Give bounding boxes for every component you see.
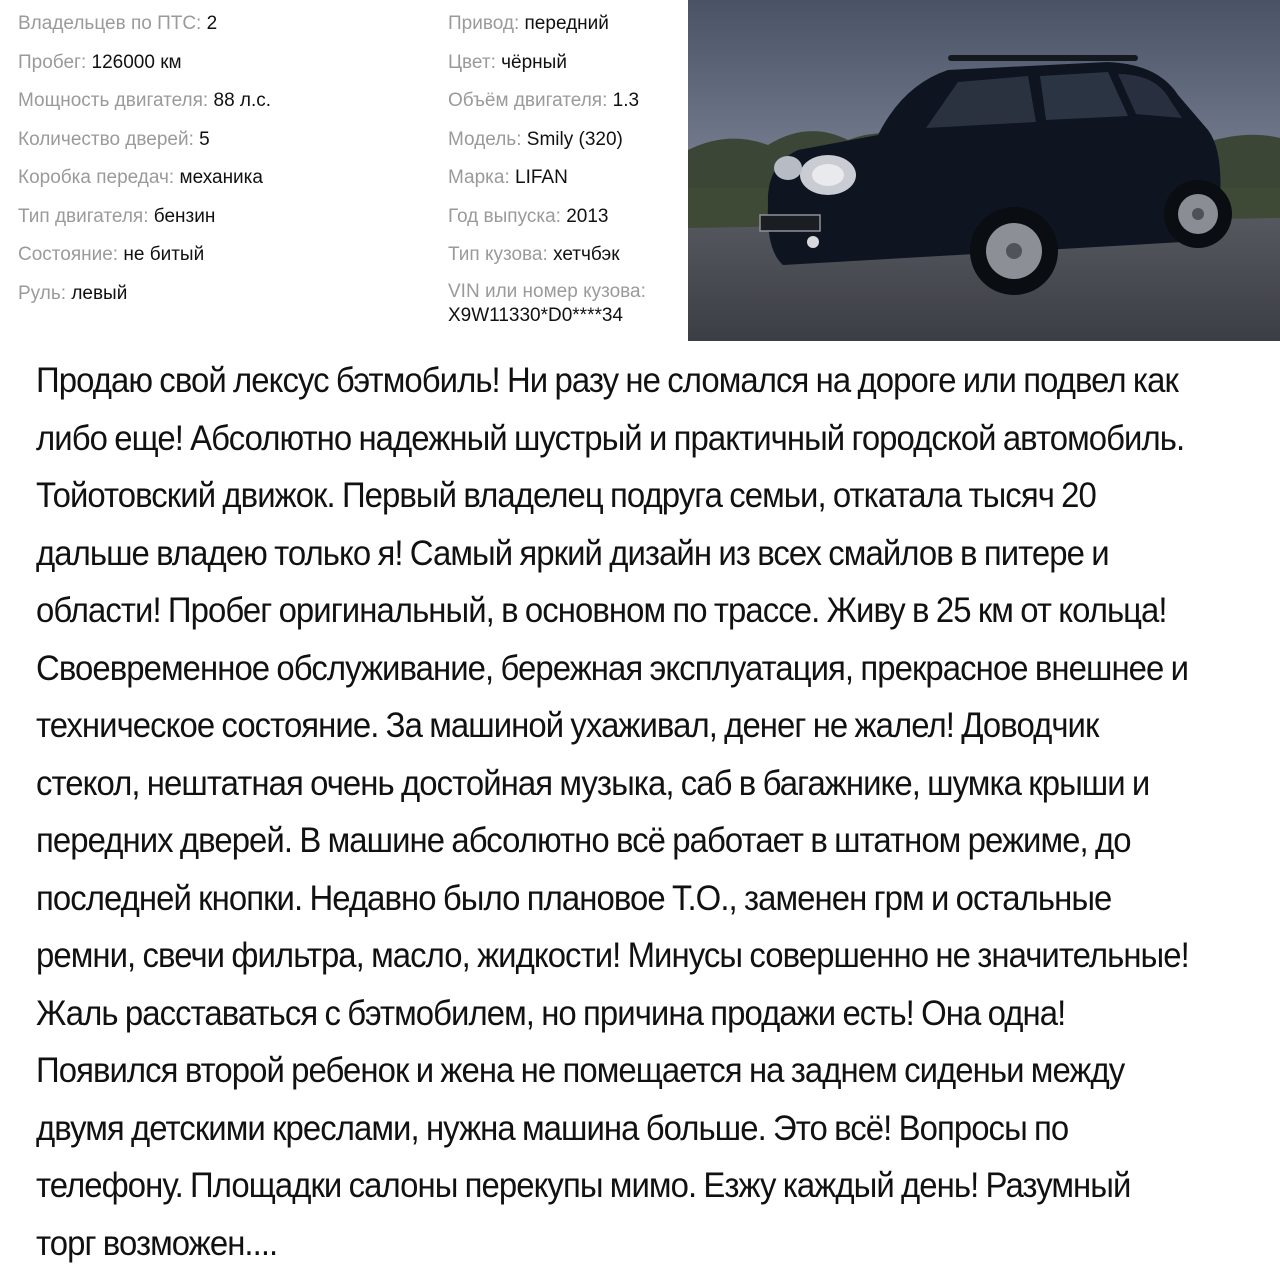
car-specs [0,0,688,340]
car-photo-illustration [688,0,1280,341]
spec-label: Руль: [18,282,67,304]
spec-model [448,126,686,165]
spec-label: Количество дверей: [18,128,194,150]
spec-value: 126000 км [91,51,182,73]
spec-label: Тип кузова: [448,244,548,265]
car-photo[interactable] [688,0,1280,341]
spec-label: Привод: [448,13,520,34]
listing-description [36,352,1192,1272]
spec-label: Владельцев по ПТС: [18,13,202,34]
spec-value: 1.3 [612,90,640,111]
spec-value: хетчбэк [553,244,620,265]
spec-label: Марка: [448,167,510,188]
spec-owners [18,10,271,49]
spec-label: Состояние: [18,244,119,265]
spec-steering [18,280,271,319]
spec-value: левый [71,282,128,304]
description-text: Продаю свой лексус бэтмобиль! Ни разу не сломался на дороге или подвел как либо еще! Абсолютно надежный шустрый и практичный городской автомобиль. Тойотовский движок. Первый владелец подруга семьи, откатала тысяч 20 дальше владею только я! Самый яркий дизайн из всех смайлов в питере и области! Пробег оригинальный, в основном по трассе. Живу в 25 км от кольца!Своевременное обслуживание, бережная эксплуатация, прекрасное внешнее и техническое состояние. За машиной ухаживал, денег не жалел! Доводчик стекол, нештатная очень достойная музыка, саб в багажнике, шумка крыши и передних дверей. В машине абсолютно всё работает в штатном режиме, до последней кнопки. Недавно было плановое Т.О., заменен грм и остальные ремни, свечи фильтра, масло, жидкости! Минусы совершенно не значительные! Жаль расставаться с бэтмобилем, но причина продажи есть! Она одна! Появился второй ребенок и жена не помещается на заднем сиденьи между двумя детскими креслами, нужна машина больше. Это всё! Вопросы по телефону. Площадки салоны перекупы мимо. Езжу каждый день! Разумный торг возможен.... [36,361,1189,1263]
spec-label: Тип двигателя: [18,205,149,227]
spec-value: 88 л.с. [213,90,272,111]
spec-engine-volume [448,87,686,126]
spec-engine-power [18,87,271,126]
spec-label: Год выпуска: [448,205,561,227]
spec-vin [448,280,686,326]
spec-label: Коробка передач: [18,167,175,188]
spec-doors [18,126,271,165]
spec-drive [448,10,686,49]
spec-value: бензин [153,205,216,227]
spec-label: Пробег: [18,51,87,73]
spec-condition [18,241,271,280]
spec-label: Мощность двигателя: [18,90,209,111]
spec-body-type [448,241,686,280]
spec-year [448,203,686,242]
spec-value: чёрный [501,51,567,73]
spec-engine-type [18,203,271,242]
spec-value: 2 [206,13,218,34]
spec-value: не битый [123,244,205,265]
spec-label: Объём двигателя: [448,90,608,111]
specs-right-column [448,10,686,326]
spec-value: 5 [199,128,210,150]
spec-make [448,164,686,203]
spec-label: VIN или номер кузова: [448,280,646,302]
spec-label: Цвет: [448,51,496,73]
spec-value: передний [524,13,609,34]
spec-value: 2013 [566,205,609,227]
specs-left-column [18,10,271,318]
spec-value: механика [179,167,263,188]
spec-mileage [18,49,271,88]
spec-value: LIFAN [515,167,568,188]
spec-color [448,49,686,88]
spec-value: X9W11330*D0****34 [448,304,623,326]
spec-value: Smily (320) [526,128,623,150]
spec-transmission [18,164,271,203]
spec-label: Модель: [448,128,522,150]
